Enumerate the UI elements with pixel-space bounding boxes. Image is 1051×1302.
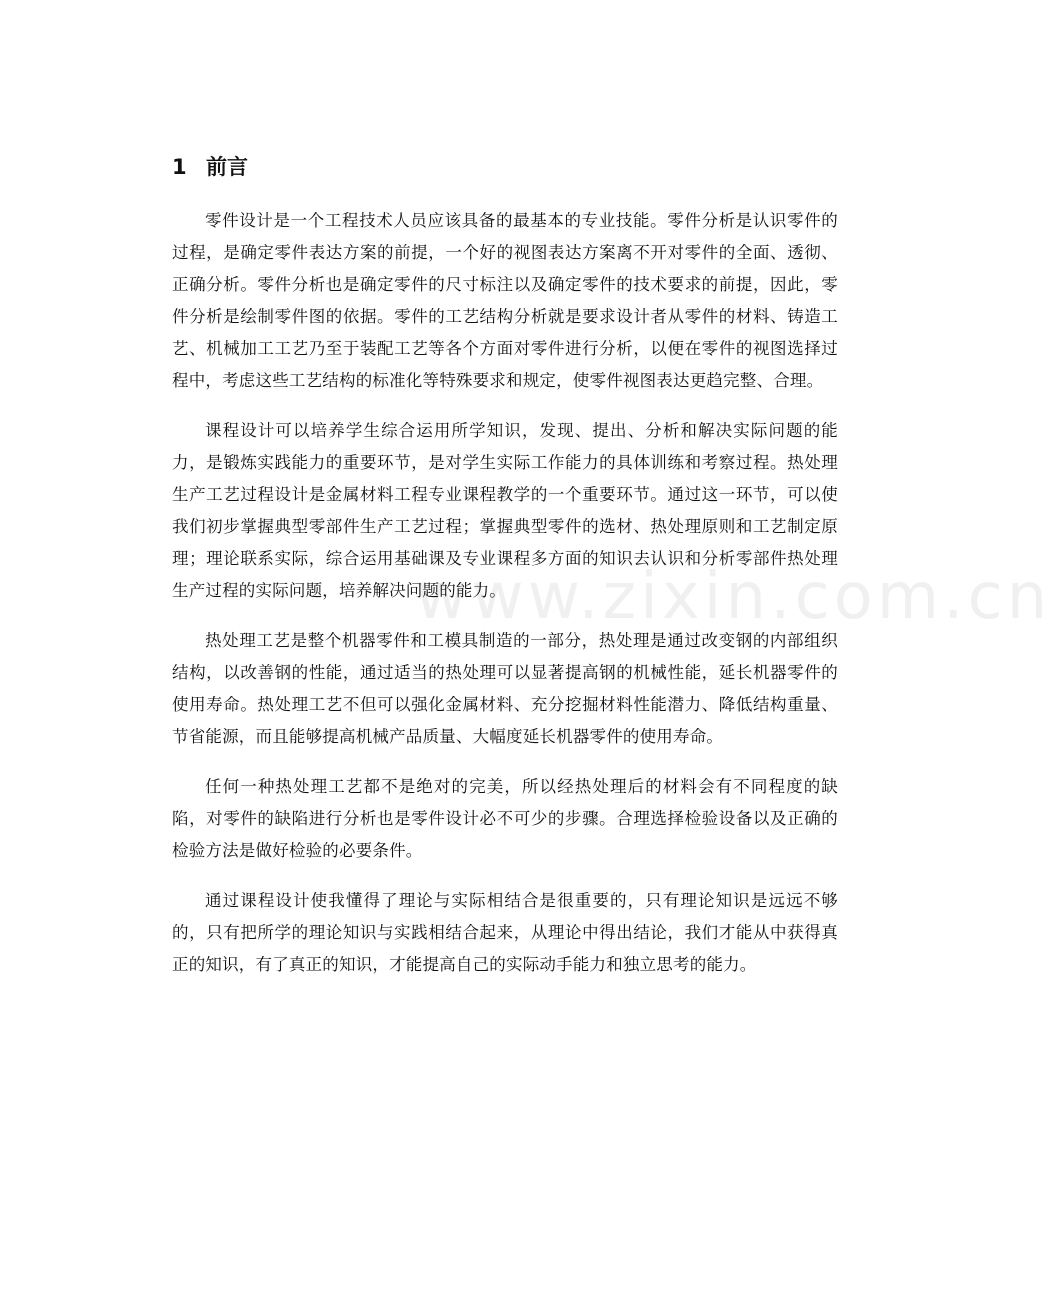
- section-title: 前言: [206, 155, 248, 179]
- paragraph-4: 任何一种热处理工艺都不是绝对的完美，所以经热处理后的材料会有不同程度的缺陷，对零件的缺陷进行分析也是零件设计必不可少的步骤。合理选择检验设备以及正确的检验方法是做好检验的必要条件。: [172, 777, 838, 860]
- body-text: [172, 205, 838, 999]
- paragraph-5: 通过课程设计使我懂得了理论与实际相结合是很重要的，只有理论知识是远远不够的，只有把所学的理论知识与实践相结合起来，从理论中得出结论，我们才能从中获得真正的知识，有了真正的知识，才能提高自己的实际动手能力和独立思考的能力。: [172, 891, 838, 974]
- paragraph-3: 热处理工艺是整个机器零件和工模具制造的一部分，热处理是通过改变钢的内部组织结构，以改善钢的性能，通过适当的热处理可以显著提高钢的机械性能，延长机器零件的使用寿命。热处理工艺不但可以强化金属材料、充分挖掘材料性能潜力、降低结构重量、节省能源，而且能够提高机械产品质量、大幅度延长机器零件的使用寿命。: [172, 631, 838, 746]
- watermark: www.zixin.com.cn: [415, 560, 1051, 634]
- section-heading: [172, 152, 248, 182]
- paragraph-2: 课程设计可以培养学生综合运用所学知识，发现、提出、分析和解决实际问题的能力，是锻炼实践能力的重要环节，是对学生实际工作能力的具体训练和考察过程。热处理生产工艺过程设计是金属材料工程专业课程教学的一个重要环节。通过这一环节，可以使我们初步掌握典型零部件生产工艺过程；掌握典型零件的选材、热处理原则和工艺制定原理；理论联系实际，综合运用基础课及专业课程多方面的知识去认识和分析零部件热处理生产过程的实际问题，培养解决问题的能力。: [172, 421, 838, 600]
- section-number: 1: [172, 155, 187, 179]
- paragraph-1: 零件设计是一个工程技术人员应该具备的最基本的专业技能。零件分析是认识零件的过程，是确定零件表达方案的前提，一个好的视图表达方案离不开对零件的全面、透彻、正确分析。零件分析也是确定零件的尺寸标注以及确定零件的技术要求的前提，因此，零件分析是绘制零件图的依据。零件的工艺结构分析就是要求设计者从零件的材料、铸造工艺、机械加工工艺乃至于装配工艺等各个方面对零件进行分析，以便在零件的视图选择过程中，考虑这些工艺结构的标准化等特殊要求和规定，使零件视图表达更趋完整、合理。: [172, 211, 838, 390]
